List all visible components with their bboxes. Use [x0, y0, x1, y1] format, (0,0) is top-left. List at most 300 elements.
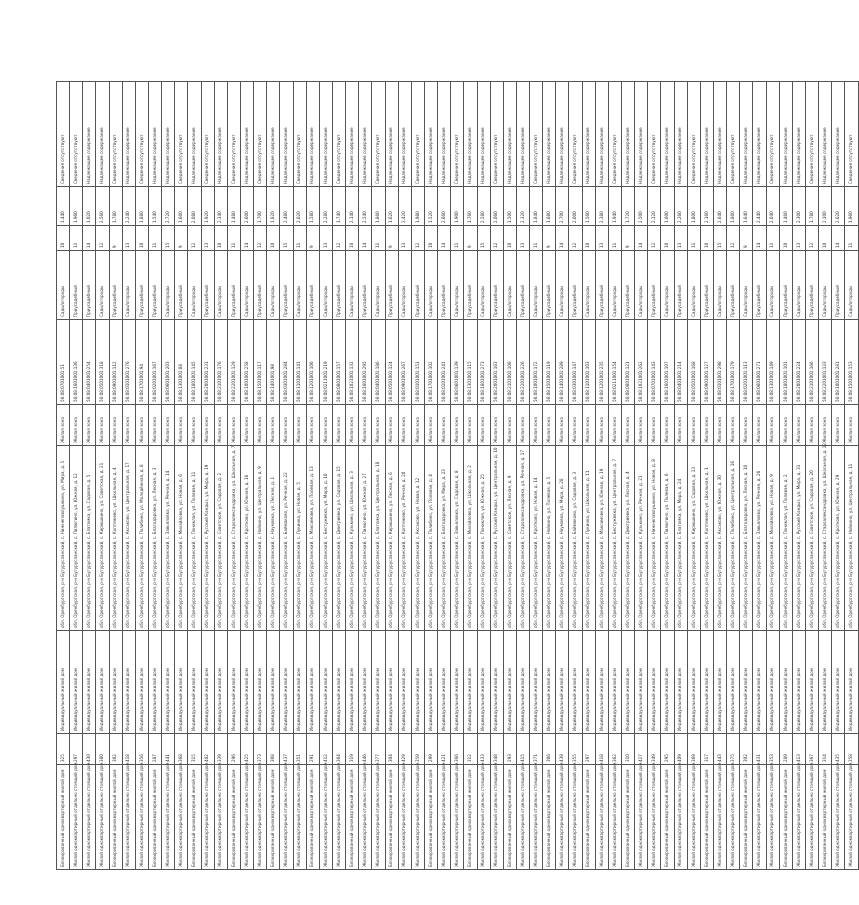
- table-cell-use: Приусадебный: [306, 251, 319, 320]
- table-cell-zone: Жилая зона: [766, 405, 779, 446]
- table-cell-status: Сведения отсутствуют: [109, 82, 122, 187]
- table-cell-year: 1.700: [254, 187, 267, 226]
- table-cell-cat: Индивидуальный жилой дом: [332, 631, 345, 734]
- table-cell-zone: Жилая зона: [280, 405, 293, 446]
- table-cell-floors: 11: [845, 226, 858, 251]
- table-cell-cat: Индивидуальный жилой дом: [543, 631, 556, 734]
- table-cell-type: Жилой одноквартирный отдельно стоящий дом: [792, 765, 805, 870]
- table-cell-pop: 371: [530, 734, 543, 765]
- table-cell-type: Жилой одноквартирный отдельно стоящий дом: [595, 765, 608, 870]
- table-cell-type: Жилой одноквартирный отдельно стоящий дом: [319, 765, 332, 870]
- table-cell-status: Сведения отсутствуют: [332, 82, 345, 187]
- table-cell-pop: 443: [714, 734, 727, 765]
- table-cell-use: Сады/огороды: [451, 251, 464, 320]
- table-cell-status: Сведения отсутствуют: [57, 82, 70, 187]
- table-cell-pop: 402: [201, 734, 214, 765]
- table-cell-type: Блокированный одноквартирный жилой дом: [779, 765, 792, 870]
- table-cell-status: Надлежащее содержание: [582, 82, 595, 187]
- table-cell-year: 2.620: [832, 187, 845, 226]
- table-cell-status: Сведения отсутствуют: [490, 82, 503, 187]
- table-cell-type: Блокированный одноквартирный жилой дом: [740, 765, 753, 870]
- table-cell-cat: Индивидуальный жилой дом: [359, 631, 372, 734]
- table-cell-year: 2.140: [346, 187, 359, 226]
- table-cell-cadastre: 56:08:1001001:258: [240, 320, 253, 405]
- table-cell-floors: 13: [595, 226, 608, 251]
- table-cell-cadastre: 56:08:1021001:132: [346, 320, 359, 405]
- table-cell-year: 1.020: [83, 187, 96, 226]
- table-cell-floors: 13: [674, 226, 687, 251]
- table-row: [411, 82, 424, 870]
- table-cell-zone: Жилая зона: [385, 405, 398, 446]
- table-cell-cadastre: 56:08:0101001:298: [714, 320, 727, 405]
- table-cell-cadastre: 56:08:1701001:102: [424, 320, 437, 405]
- table-cell-zone: Жилая зона: [148, 405, 161, 446]
- table-row: [674, 82, 687, 870]
- table-cell-year: 1.680: [543, 187, 556, 226]
- table-cell-address: обл. Оренбургская, р-н Бугурусланский, с. Аксаково, ул. Новая, д. 12: [411, 446, 424, 631]
- table-cell-address: обл. Оренбургская, р-н Бугурусланский, с. Аксаково, ул. Южная, д. 30: [714, 446, 727, 631]
- table-cell-year: 1.660: [175, 187, 188, 226]
- table-cell-status: Сведения отсутствуют: [227, 82, 240, 187]
- table-cell-floors: 11: [530, 226, 543, 251]
- table-cell-cadastre: 56:08:2101001:108: [503, 320, 516, 405]
- table-cell-status: Надлежащее содержание: [267, 82, 280, 187]
- table-cell-zone: Жилая зона: [635, 405, 648, 446]
- table-cell-status: Надлежащее содержание: [464, 82, 477, 187]
- table-cell-address: обл. Оренбургская, р-н Бугурусланский, с. Кирюшкино, ул. Лесная, д. 6: [385, 446, 398, 631]
- table-cell-year: 1.780: [806, 187, 819, 226]
- table-cell-cat: Индивидуальный жилой дом: [372, 631, 385, 734]
- table-cell-use: Приусадебный: [516, 251, 529, 320]
- table-cell-pop: 369: [687, 734, 700, 765]
- table-cell-cadastre: 56:08:1801001:145: [188, 320, 201, 405]
- table-cell-address: обл. Оренбургская, р-н Бугурусланский, с. Бестужевка, ул. Мира, д. 10: [319, 446, 332, 631]
- table-cell-use: Сады/огороды: [319, 251, 332, 320]
- table-cell-zone: Жилая зона: [214, 405, 227, 446]
- table-cell-type: Блокированный одноквартирный жилой дом: [464, 765, 477, 870]
- table-cell-address: обл. Оренбургская, р-н Бугурусланский, с. Елатомка, ул. Центральная, д. 18: [372, 446, 385, 631]
- table-row: [175, 82, 188, 870]
- table-cell-floors: 13: [398, 226, 411, 251]
- table-cell-use: Сады/огороды: [819, 251, 832, 320]
- table-cell-status: Надлежащее содержание: [96, 82, 109, 187]
- table-cell-use: Сады/огороды: [792, 251, 805, 320]
- table-row: [595, 82, 608, 870]
- rotated-table-wrapper: [56, 127, 854, 870]
- table-row: [70, 82, 83, 870]
- table-cell-zone: Жилая зона: [267, 405, 280, 446]
- table-cell-pop: 358: [845, 734, 858, 765]
- table-cell-pop: 409: [674, 734, 687, 765]
- table-cell-address: обл. Оренбургская, р-н Бугурусланский, с. Михайловка, ул. Новая, д. 9: [766, 446, 779, 631]
- table-cell-cat: Индивидуальный жилой дом: [779, 631, 792, 734]
- table-cell-cadastre: 56:08:0601001:139: [451, 320, 464, 405]
- table-cell-zone: Жилая зона: [57, 405, 70, 446]
- table-cell-pop: 356: [135, 734, 148, 765]
- table-cell-year: 1.880: [135, 187, 148, 226]
- table-cell-type: Жилой одноквартирный отдельно стоящий дом: [162, 765, 175, 870]
- table-cell-cat: Индивидуальный жилой дом: [727, 631, 740, 734]
- table-cell-zone: Жилая зона: [135, 405, 148, 446]
- table-cell-floors: 9: [740, 226, 753, 251]
- table-cell-type: Жилой одноквартирный отдельно стоящий дом: [372, 765, 385, 870]
- table-cell-cat: Индивидуальный жилой дом: [57, 631, 70, 734]
- table-cell-status: Сведения отсутствуют: [569, 82, 582, 187]
- table-cell-pop: 446: [359, 734, 372, 765]
- table-cell-use: Приусадебный: [175, 251, 188, 320]
- table-cell-cat: Индивидуальный жилой дом: [819, 631, 832, 734]
- table-row: [135, 82, 148, 870]
- table-cell-floors: 14: [240, 226, 253, 251]
- table-cell-address: обл. Оренбургская, р-н Бугурусланский, с. Завьяловка, ул. Речная, д. 26: [753, 446, 766, 631]
- table-cell-pop: 296: [227, 734, 240, 765]
- table-cell-use: Приусадебный: [135, 251, 148, 320]
- table-cell-cat: Индивидуальный жилой дом: [753, 631, 766, 734]
- table-cell-address: обл. Оренбургская, р-н Бугурусланский, с. Нижнепавлушкино, ул. Новая, д. 8: [648, 446, 661, 631]
- register-table: [56, 81, 859, 870]
- table-cell-floors: 10: [503, 226, 516, 251]
- table-cell-cadastre: 56:08:1301001:88: [175, 320, 188, 405]
- table-cell-year: 2.320: [516, 187, 529, 226]
- table-cell-status: Сведения отсутствуют: [135, 82, 148, 187]
- table-cell-year: 1.540: [148, 187, 161, 226]
- table-cell-status: Надлежащее содержание: [214, 82, 227, 187]
- table-cell-cat: Индивидуальный жилой дом: [293, 631, 306, 734]
- table-cell-use: Сады/огороды: [845, 251, 858, 320]
- table-cell-type: Блокированный одноквартирный жилой дом: [267, 765, 280, 870]
- table-cell-cat: Индивидуальный жилой дом: [83, 631, 96, 734]
- table-cell-cat: Индивидуальный жилой дом: [687, 631, 700, 734]
- table-cell-zone: Жилая зона: [96, 405, 109, 446]
- table-cell-type: Жилой одноквартирный отдельно стоящий дом: [766, 765, 779, 870]
- table-cell-cadastre: 56:08:0801001:157: [332, 320, 345, 405]
- table-row: [556, 82, 569, 870]
- table-cell-year: 1.800: [687, 187, 700, 226]
- table-cell-cat: Индивидуальный жилой дом: [608, 631, 621, 734]
- table-cell-floors: 11: [766, 226, 779, 251]
- table-row: [332, 82, 345, 870]
- table-cell-pop: 308: [267, 734, 280, 765]
- table-cell-status: Надлежащее содержание: [477, 82, 490, 187]
- table-cell-floors: 15: [162, 226, 175, 251]
- table-cell-status: Сведения отсутствуют: [608, 82, 621, 187]
- table-cell-cadastre: 56:08:0101001:276: [122, 320, 135, 405]
- table-row: [424, 82, 437, 870]
- table-cell-cadastre: 56:08:0401001:214: [674, 320, 687, 405]
- table-cell-pop: 421: [438, 734, 451, 765]
- table-cell-cat: Индивидуальный жилой дом: [254, 631, 267, 734]
- table-cell-floors: 9: [109, 226, 122, 251]
- table-cell-cadastre: 56:08:0101001:151: [411, 320, 424, 405]
- table-cell-year: 1.720: [622, 187, 635, 226]
- table-cell-pop: 304: [385, 734, 398, 765]
- table-cell-pop: 362: [608, 734, 621, 765]
- table-cell-use: Приусадебный: [753, 251, 766, 320]
- table-cell-status: Надлежащее содержание: [359, 82, 372, 187]
- table-cell-floors: 10: [424, 226, 437, 251]
- table-cell-address: обл. Оренбургская, р-н Бугурусланский, с. Пилюгино, ул. Полевая, д. 6: [661, 446, 674, 631]
- table-cell-year: 2.000: [569, 187, 582, 226]
- table-cell-year: 2.500: [635, 187, 648, 226]
- table-cell-cadastre: 56:08:0201001:241: [438, 320, 451, 405]
- table-cell-use: Приусадебный: [109, 251, 122, 320]
- table-cell-address: обл. Оренбургская, р-н Бугурусланский, с. Староалександровка, ул. Речная, д. 17: [516, 446, 529, 631]
- table-cell-cadastre: 56:08:0701001:51: [57, 320, 70, 405]
- table-cell-status: Надлежащее содержание: [740, 82, 753, 187]
- table-cell-year: 1.860: [727, 187, 740, 226]
- table-row: [779, 82, 792, 870]
- table-cell-address: обл. Оренбургская, р-н Бугурусланский, с. Полибино, ул. Молодёжная, д. 8: [135, 446, 148, 631]
- table-row: [359, 82, 372, 870]
- table-cell-cat: Индивидуальный жилой дом: [530, 631, 543, 734]
- table-row: [188, 82, 201, 870]
- table-cell-zone: Жилая зона: [424, 405, 437, 446]
- table-cell-status: Надлежащее содержание: [122, 82, 135, 187]
- table-cell-floors: 15: [477, 226, 490, 251]
- table-cell-status: Надлежащее содержание: [595, 82, 608, 187]
- table-cell-status: Надлежащее содержание: [438, 82, 451, 187]
- table-cell-year: 1.920: [201, 187, 214, 226]
- table-cell-floors: 13: [319, 226, 332, 251]
- table-cell-type: Жилой одноквартирный отдельно стоящий дом: [806, 765, 819, 870]
- table-cell-pop: 431: [753, 734, 766, 765]
- table-cell-zone: Жилая зона: [490, 405, 503, 446]
- table-cell-use: Приусадебный: [201, 251, 214, 320]
- table-cell-address: обл. Оренбургская, р-н Бугурусланский, с. Русский Кандыз, ул. Центральная, д. 10: [490, 446, 503, 631]
- table-cell-cat: Индивидуальный жилой дом: [490, 631, 503, 734]
- table-cell-pop: 312: [464, 734, 477, 765]
- table-row: [372, 82, 385, 870]
- table-cell-address: обл. Оренбургская, р-н Бугурусланский, с. Баймаково, ул. Садовая, д. 3: [569, 446, 582, 631]
- table-row: [477, 82, 490, 870]
- table-cell-type: Жилой одноквартирный отдельно стоящий дом: [332, 765, 345, 870]
- table-cell-address: обл. Оренбургская, р-н Бугурусланский, с. Полибино, ул. Центральная, д. 16: [727, 446, 740, 631]
- table-cell-status: Надлежащее содержание: [661, 82, 674, 187]
- table-cell-year: 1.440: [57, 187, 70, 226]
- table-cell-zone: Жилая зона: [70, 405, 83, 446]
- table-cell-cadastre: 56:08:1501001:119: [543, 320, 556, 405]
- table-cell-floors: 14: [753, 226, 766, 251]
- table-cell-use: Приусадебный: [622, 251, 635, 320]
- table-cell-pop: 364: [332, 734, 345, 765]
- table-cell-address: обл. Оренбургская, р-н Бугурусланский, с. Коптяжево, ул. Речная, д. 20: [398, 446, 411, 631]
- table-cell-use: Сады/огороды: [372, 251, 385, 320]
- table-cell-address: обл. Оренбургская, р-н Бугурусланский, с. Кузькино, ул. Школьная, д. 3: [346, 446, 359, 631]
- table-cell-floors: 10: [700, 226, 713, 251]
- table-cell-status: Надлежащее содержание: [148, 82, 161, 187]
- table-cell-address: обл. Оренбургская, р-н Бугурусланский, с. Бестужевка, ул. Центральная, д. 7: [608, 446, 621, 631]
- table-cell-year: 2.120: [648, 187, 661, 226]
- table-cell-cat: Индивидуальный жилой дом: [451, 631, 464, 734]
- table-cell-status: Надлежащее содержание: [792, 82, 805, 187]
- table-cell-status: Надлежащее содержание: [556, 82, 569, 187]
- table-cell-pop: 297: [70, 734, 83, 765]
- table-cell-cadastre: 56:08:1801001:101: [779, 320, 792, 405]
- table-cell-type: Блокированный одноквартирный жилой дом: [424, 765, 437, 870]
- table-cell-cat: Индивидуальный жилой дом: [162, 631, 175, 734]
- table-row: [530, 82, 543, 870]
- table-cell-cat: Индивидуальный жилой дом: [806, 631, 819, 734]
- table-cell-year: 1.580: [306, 187, 319, 226]
- table-cell-cat: Индивидуальный жилой дом: [227, 631, 240, 734]
- table-cell-cat: Индивидуальный жилой дом: [398, 631, 411, 734]
- table-cell-floors: 10: [267, 226, 280, 251]
- table-row: [148, 82, 161, 870]
- table-cell-address: обл. Оренбургская, р-н Бугурусланский, с. Кротково, ул. Южная, д. 29: [832, 446, 845, 631]
- table-cell-floors: 10: [582, 226, 595, 251]
- table-cell-floors: 9: [175, 226, 188, 251]
- table-cell-floors: 12: [727, 226, 740, 251]
- table-cell-pop: 302: [109, 734, 122, 765]
- table-cell-use: Сады/огороды: [661, 251, 674, 320]
- table-cell-cat: Индивидуальный жилой дом: [477, 631, 490, 734]
- table-row: [280, 82, 293, 870]
- table-row: [490, 82, 503, 870]
- table-cell-zone: Жилая зона: [503, 405, 516, 446]
- table-cell-status: Сведения отсутствуют: [411, 82, 424, 187]
- table-cell-cat: Индивидуальный жилой дом: [516, 631, 529, 734]
- table-cell-floors: 10: [135, 226, 148, 251]
- table-cell-cadastre: 56:08:0401001:254: [83, 320, 96, 405]
- table-cell-pop: 367: [806, 734, 819, 765]
- table-cell-pop: 368: [175, 734, 188, 765]
- table-cell-year: 2.720: [162, 187, 175, 226]
- table-cell-zone: Жилая зона: [845, 405, 858, 446]
- table-cell-use: Сады/огороды: [188, 251, 201, 320]
- table-cell-use: Приусадебный: [411, 251, 424, 320]
- table-cell-cadastre: 56:08:0501001:168: [687, 320, 700, 405]
- table-cell-pop: 314: [819, 734, 832, 765]
- table-cell-pop: 289: [779, 734, 792, 765]
- table-cell-zone: Жилая зона: [451, 405, 464, 446]
- table-cell-use: Сады/огороды: [214, 251, 227, 320]
- table-row: [608, 82, 621, 870]
- table-cell-cadastre: 56:08:1401001:289: [556, 320, 569, 405]
- table-cell-status: Надлежащее содержание: [306, 82, 319, 187]
- table-cell-use: Приусадебный: [464, 251, 477, 320]
- table-cell-floors: 12: [254, 226, 267, 251]
- table-cell-type: Жилой одноквартирный отдельно стоящий дом: [122, 765, 135, 870]
- table-row: [806, 82, 819, 870]
- table-row: [740, 82, 753, 870]
- table-cell-type: Жилой одноквартирный отдельно стоящий дом: [674, 765, 687, 870]
- table-cell-address: обл. Оренбургская, р-н Бугурусланский, с. Максимовка, ул. Южная, д. 19: [595, 446, 608, 631]
- table-cell-type: Жилой одноквартирный отдельно стоящий дом: [135, 765, 148, 870]
- table-row: [503, 82, 516, 870]
- table-cell-type: Жилой одноквартирный отдельно стоящий дом: [687, 765, 700, 870]
- table-cell-cadastre: 56:08:2001001:231: [201, 320, 214, 405]
- table-cell-cat: Индивидуальный жилой дом: [832, 631, 845, 734]
- table-cell-pop: 433: [477, 734, 490, 765]
- table-cell-cat: Индивидуальный жилой дом: [464, 631, 477, 734]
- table-cell-cadastre: 56:08:2001001:224: [792, 320, 805, 405]
- table-cell-pop: 291: [306, 734, 319, 765]
- table-cell-use: Сады/огороды: [398, 251, 411, 320]
- table-cell-pop: 366: [451, 734, 464, 765]
- table-cell-cadastre: 56:08:1701001:94: [135, 320, 148, 405]
- table-cell-cadastre: 56:08:0501001:124: [385, 320, 398, 405]
- table-cell-year: 2.440: [753, 187, 766, 226]
- table-cell-type: Жилой одноквартирный отдельно стоящий дом: [556, 765, 569, 870]
- table-row: [96, 82, 109, 870]
- table-cell-year: 1.500: [503, 187, 516, 226]
- table-cell-pop: 310: [622, 734, 635, 765]
- table-cell-floors: 11: [70, 226, 83, 251]
- table-row: [398, 82, 411, 870]
- table-cell-zone: Жилая зона: [162, 405, 175, 446]
- table-cell-cadastre: 56:08:1201001:106: [306, 320, 319, 405]
- table-row: [201, 82, 214, 870]
- table-cell-floors: 10: [346, 226, 359, 251]
- table-cell-floors: 12: [332, 226, 345, 251]
- table-cell-zone: Жилая зона: [438, 405, 451, 446]
- table-cell-zone: Жилая зона: [792, 405, 805, 446]
- table-cell-zone: Жилая зона: [83, 405, 96, 446]
- table-cell-zone: Жилая зона: [608, 405, 621, 446]
- table-cell-use: Сады/огороды: [556, 251, 569, 320]
- table-cell-use: Приусадебный: [779, 251, 792, 320]
- table-cell-floors: 10: [214, 226, 227, 251]
- table-cell-pop: 306: [543, 734, 556, 765]
- table-cell-zone: Жилая зона: [109, 405, 122, 446]
- table-cell-year: 2.380: [595, 187, 608, 226]
- table-cell-cadastre: 56:08:1301001:115: [464, 320, 477, 405]
- table-cell-use: Приусадебный: [569, 251, 582, 320]
- table-cell-status: Надлежащее содержание: [398, 82, 411, 187]
- table-row: [227, 82, 240, 870]
- table-cell-use: Приусадебный: [438, 251, 451, 320]
- table-cell-use: Приусадебный: [806, 251, 819, 320]
- table-cell-cadastre: 56:08:1101001:141: [293, 320, 306, 405]
- table-cell-cadastre: 56:08:1701001:179: [727, 320, 740, 405]
- table-cell-type: Блокированный одноквартирный жилой дом: [385, 765, 398, 870]
- table-cell-type: Жилой одноквартирный отдельно стоящий дом: [451, 765, 464, 870]
- table-cell-zone: Жилая зона: [700, 405, 713, 446]
- table-row: [451, 82, 464, 870]
- table-cell-type: Блокированный одноквартирный жилой дом: [109, 765, 122, 870]
- table-row: [622, 82, 635, 870]
- table-cell-use: Приусадебный: [648, 251, 661, 320]
- table-cell-year: 2.280: [319, 187, 332, 226]
- table-cell-cat: Индивидуальный жилой дом: [306, 631, 319, 734]
- table-row: [254, 82, 267, 870]
- table-cell-cat: Индивидуальный жилой дом: [792, 631, 805, 734]
- table-cell-address: обл. Оренбургская, р-н Бугурусланский, с. Пилюгино, ул. Южная, д. 12: [70, 446, 83, 631]
- table-cell-zone: Жилая зона: [227, 405, 240, 446]
- table-cell-use: Сады/огороды: [346, 251, 359, 320]
- register-table-body: [57, 82, 859, 870]
- table-cell-address: обл. Оренбургская, р-н Бугурусланский, с. Кротково, ул. Южная, д. 16: [240, 446, 253, 631]
- table-cell-year: 1.640: [740, 187, 753, 226]
- table-cell-address: обл. Оренбургская, р-н Бугурусланский, с. Пилюгино, ул. Южная, д. 27: [359, 446, 372, 631]
- table-cell-cat: Индивидуальный жилой дом: [319, 631, 332, 734]
- table-cell-address: обл. Оренбургская, р-н Бугурусланский, с. Староалександровка, ул. Школьная, д. 7: [227, 446, 240, 631]
- table-cell-cadastre: 56:08:0211001:219: [319, 320, 332, 405]
- table-cell-use: Сады/огороды: [687, 251, 700, 320]
- table-row: [306, 82, 319, 870]
- table-cell-year: 1.840: [530, 187, 543, 226]
- table-cell-year: 2.600: [240, 187, 253, 226]
- table-cell-year: 2.560: [96, 187, 109, 226]
- table-cell-type: Блокированный одноквартирный жилой дом: [661, 765, 674, 870]
- table-cell-type: Жилой одноквартирный отдельно стоящий дом: [70, 765, 83, 870]
- table-cell-floors: 10: [661, 226, 674, 251]
- table-row: [635, 82, 648, 870]
- table-cell-floors: 11: [608, 226, 621, 251]
- table-cell-zone: Жилая зона: [516, 405, 529, 446]
- table-cell-zone: Жилая зона: [753, 405, 766, 446]
- table-cell-year: 1.960: [845, 187, 858, 226]
